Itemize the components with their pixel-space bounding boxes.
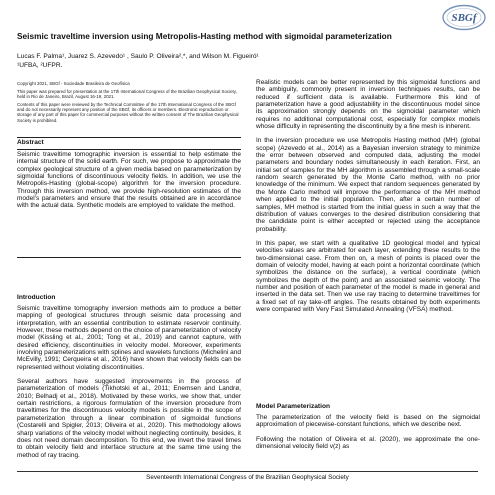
footer-divider bbox=[17, 471, 478, 472]
model-parameterization-body bbox=[256, 414, 480, 457]
review-disclaimer: Contents of this paper were reviewed by the Technical Committee of the 17th International Congress of the SBGf and do not necessarily represent any position of the SBGf, its officers or members. Electronic reproduction or storage of any part of this paper for commercial purposes without the written consent of The Brazilian Geophysical Society is prohibited. bbox=[17, 102, 239, 123]
paragraph: Following the notation of Oliveira et al. (2020), we approximate the one-dimensional velocity field v(z) as bbox=[256, 435, 480, 451]
model-parameterization-heading: Model Parameterization bbox=[256, 403, 331, 410]
paragraph: In this paper, we start with a qualitative 1D geological model and typical velocities values are arbitrated for each layer, extending these results to the two-dimensional case. From then on, a mesh of points is placed over the domain of velocity model, having at each point a horizontal coordinate (which symbolizes the distance on the surface), a vertical coordinate (which symbolizes the depth of the point) and an associated seismic velocity. The number and position of each parameter of the model is made in general and inserted in the data set. Then we use ray tracing to determine traveltimes for a fixed set of ray take-off angles. The results obtained by both experiments were compared with Very Fast Simulated Annealing (VFSA) method. bbox=[256, 239, 480, 313]
abstract-divider bbox=[17, 257, 241, 258]
affiliations: ¹UFBA, ²UFPR. bbox=[17, 62, 63, 69]
paragraph: In the inversion procedure we use Metropolis Hasting method (MH) (global scope) (Azevedo et al., 2014) as a Bayesian inversion strategy to minimize the error between observed and computed data, adjusting the model parameters and boundary nodes simultaneously in each iteration. First, an initial set of samples for the MH algorithm is assembled through a small-scale random search generated by the Monte Carlo method, with no prior knowledge of the minimum. We expect that random sequences generated by the Monte Carlo method will improve the performance of the MH method when applied to the initial population. Then, after a certain number of samples, MH method is started from the initial guess in such a way that the distribution of values converges to the desired distribution considering that the candidate point is either accepted or rejected using the acceptance probability. bbox=[256, 137, 480, 233]
abstract-heading: Abstract bbox=[17, 137, 241, 150]
abstract-body: Seismic traveltime tomographic inversion is essential to help estimate the internal structure of the solid earth. For such, we propose to approximate the complex geological structure of a given media based on parameterization by sigmoidal functions of discontinuous velocity fields. In addition, we use the Metropolis-Hasting (global-scope) algorithm for the inversion procedure. Through this inversion method, we provide high-resolution estimates of the model's parameters and ensure that the results obtained are in accordance with the actual data. Synthetic models are employed to validate the method. bbox=[17, 151, 241, 210]
introduction-body bbox=[17, 305, 241, 466]
paragraph: Realistic models can be better represented by this sigmoidal functions and the ambiguity, commonly present in inversion techniques results, can be reduced if sufficient data is available. Furthermore this kind of parameterization have a good adjustability in the discontinuous model since its approximation strongly depends on the sigmoidal parameter which requires no additional computational cost, especially for complex models whose difficulty in representing the discontinuity by a fine mesh is inherent. bbox=[256, 79, 480, 131]
paper-title: Seismic traveltime inversion using Metropolis-Hasting method with sigmoidal parameterization bbox=[17, 31, 392, 41]
author-list: Lucas F. Palma¹, Juarez S. Azevedo¹ , Saulo P. Oliveira²,*, and Wilson M. Figueiró¹ bbox=[17, 53, 259, 60]
introduction-heading: Introduction bbox=[17, 294, 56, 301]
sbgf-logo bbox=[441, 4, 487, 31]
logo-lettering: SBGf bbox=[451, 12, 477, 24]
paragraph: Seismic traveltime tomography inversion methods aim to produce a better mapping of geological structures through seismic data processing and interpretation, with an essential contribution to estimate reservoir continuity. However, these methods depend on the choice of parameterization of velocity model (Kissling et al., 2001; Tong et al., 2019) and cannot capture, with desired efficiency, discontinuities in velocity model. Moreover, experiments involving parameterizations with splines and wavelets functions (Michelini and McEvilly, 1991; Cerqueira et al., 2016) have shown that velocity fields can be represented without violating discontinuities. bbox=[17, 305, 241, 371]
copyright-line: Copyright 2021, SBGf - Sociedade Brasileira de Geofísica bbox=[17, 81, 130, 86]
paragraph: Several authors have suggested improvements in the process of parameterization of models (Tikhotski et al., 2011; Enemsen and Landrø, 2010; Belhadj et al., 2018). Motivated by these works, we show that, under certain restrictions, a rigorous formulation of the inversion procedure from traveltimes for the discontinuous velocity models is possible in the scope of parameterization through a linear combination of sigmoidal functions (Costarelli and Spigler, 2013; Oliveira et al., 2020). This methodology allows sharp variations of the velocity model without neglecting continuity, besides, it does not need domain decomposition. To this end, we invert the travel times to obtain velocity field and interface structure at the same time using the method of ray tracing. bbox=[17, 378, 241, 459]
presentation-note: This paper was prepared for presentation at the 17th International Congress of the Brazilian Geophysical Society, held in Rio de Janeiro, Brazil, August 16-19, 2021. bbox=[17, 89, 237, 100]
copyright-notice bbox=[17, 81, 241, 126]
right-column-body bbox=[256, 79, 480, 320]
paragraph: The parameterization of the velocity field is based on the sigmoidal approximation of piecewise-constant functions, which we describe next. bbox=[256, 414, 480, 429]
page-footer: Seventeenth International Congress of the Brazilian Geophysical Society bbox=[146, 474, 349, 481]
